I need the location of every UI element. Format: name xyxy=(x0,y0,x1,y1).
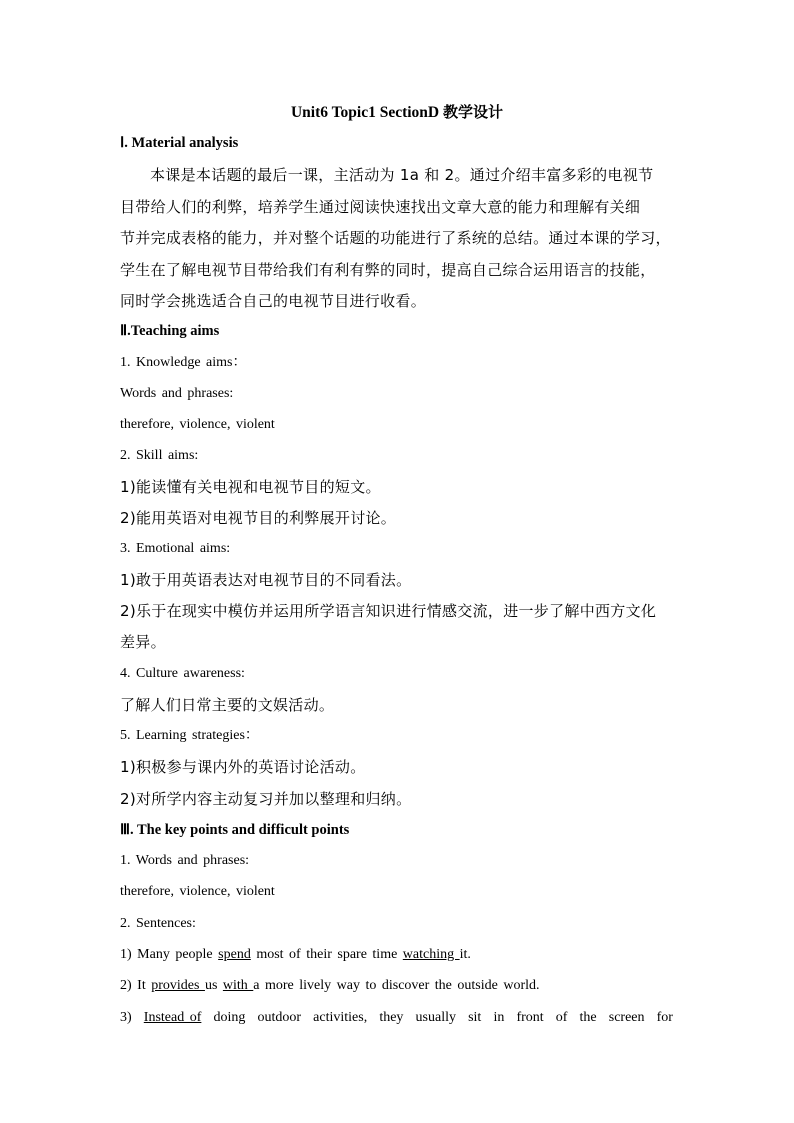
sentence-text: us xyxy=(204,978,223,993)
culture-awareness-label: 4. Culture awareness: xyxy=(120,666,245,681)
section1-heading: Ⅰ. Material analysis xyxy=(120,135,239,151)
sentence-text: most of their spare time xyxy=(250,947,403,962)
section1-paragraph-line: 节并完成表格的能力，并对整个话题的功能进行了系统的总结。通过本课的学习， xyxy=(120,229,671,247)
title-chinese: 教学设计 xyxy=(443,103,504,121)
knowledge-aims-label: 1. Knowledge aims： xyxy=(120,355,247,370)
emotional-aims-label: 3. Emotional aims: xyxy=(120,541,231,556)
document-title xyxy=(0,101,794,122)
sentence-word: front xyxy=(516,1010,544,1025)
sentence-word: outdoor xyxy=(257,1010,302,1025)
sentence-word: sit xyxy=(468,1010,482,1025)
underlined-phrase: provides xyxy=(151,978,205,993)
learning-strategy-item: 1)积极参与课内外的英语讨论活动。 xyxy=(120,758,366,776)
section3-heading: Ⅲ. The key points and difficult points xyxy=(120,822,350,838)
words-phrases-label: Words and phrases: xyxy=(120,386,234,401)
sentence-word: of xyxy=(555,1010,568,1025)
section2-heading: Ⅱ.Teaching aims xyxy=(120,323,220,339)
underlined-phrase: Instead of xyxy=(143,1010,202,1025)
emotional-aim-item: 1)敢于用英语表达对电视节目的不同看法。 xyxy=(120,571,412,589)
emotional-aim-item: 2)乐于在现实中模仿并运用所学语言知识进行情感交流，进一步了解中西方文化 xyxy=(120,602,657,620)
learning-strategy-item: 2)对所学内容主动复习并加以整理和归纳。 xyxy=(120,790,412,808)
sentence-word: they xyxy=(379,1010,404,1025)
key-sentence-1 xyxy=(120,946,675,964)
underlined-phrase: spend xyxy=(218,947,251,962)
sentence-text: a more lively way to discover the outside world. xyxy=(253,978,540,993)
sentence-word: screen xyxy=(608,1010,645,1025)
sentences-label: 2. Sentences: xyxy=(120,916,196,931)
key-sentence-3 xyxy=(120,1009,673,1027)
underlined-phrase: with xyxy=(222,978,254,993)
vocabulary-list: therefore, violence, violent xyxy=(120,417,275,432)
sentence-text: 2) It xyxy=(120,978,152,993)
section1-paragraph-line: 同时学会挑选适合自己的电视节目进行收看。 xyxy=(120,292,427,310)
skill-aim-item: 2)能用英语对电视节目的利弊展开讨论。 xyxy=(120,509,397,527)
sentence-word: usually xyxy=(415,1010,456,1025)
sentence-word: for xyxy=(656,1010,673,1025)
sentence-word: doing xyxy=(213,1010,246,1025)
culture-awareness-item: 了解人们日常主要的文娱活动。 xyxy=(120,696,335,714)
sentence-text: 1) Many people xyxy=(120,947,219,962)
title-english: Unit6 Topic1 SectionD xyxy=(290,104,440,121)
section1-paragraph-line: 学生在了解电视节目带给我们有利有弊的同时，提高自己综合运用语言的技能， xyxy=(120,261,656,279)
underlined-phrase: watching xyxy=(402,947,460,962)
sentence-word: in xyxy=(493,1010,505,1025)
skill-aim-item: 1)能读懂有关电视和电视节目的短文。 xyxy=(120,478,381,496)
section1-paragraph-line: 本课是本话题的最后一课，主活动为 1a 和 2。通过介绍丰富多彩的电视节 xyxy=(150,166,654,184)
emotional-aim-item-continued: 差异。 xyxy=(120,633,166,651)
key-sentence-2 xyxy=(120,977,675,995)
key-words-label: 1. Words and phrases: xyxy=(120,853,250,868)
sentence-word: activities, xyxy=(313,1010,368,1025)
sentence-word: the xyxy=(579,1010,597,1025)
learning-strategies-label: 5. Learning strategies： xyxy=(120,728,259,743)
skill-aims-label: 2. Skill aims: xyxy=(120,448,199,463)
section1-paragraph-line: 目带给人们的利弊，培养学生通过阅读快速找出文章大意的能力和理解有关细 xyxy=(120,198,641,216)
sentence-text: it. xyxy=(459,947,471,962)
sentence-number: 3) xyxy=(120,1010,132,1025)
key-vocabulary-list: therefore, violence, violent xyxy=(120,884,275,899)
